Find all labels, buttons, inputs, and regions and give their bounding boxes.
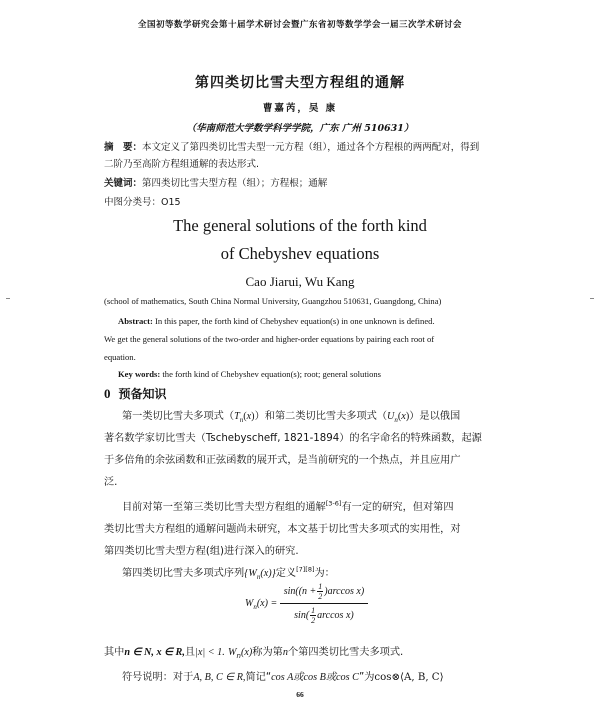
classification-number: 中图分类号：O15 [104,197,181,208]
notation-line: 符号说明：对于A, B, C ∈ R,简记“cos A或cos B或cos C”为cos⊗⟨A, B, C⟩ [122,672,444,683]
condition-line: 其中n ∈ N, x ∈ R,且|x| < 1. $W_n(x)$称为第n个第四类切比雪夫多项式. [104,647,404,661]
definition-formula: $W_n(x)$ = sin((n + $\frac{1}{2}$ )arccos x) sin( $\frac{1}{2}$ arccos x) [245,582,368,625]
citation: [7][8] [296,565,315,574]
paragraph-2-line-1: 目前对第一至第三类切比雪夫型方程组的通解[3-6]有一定的研究，但对第四 [122,499,454,513]
section-heading: 0 预备知识 [104,386,167,401]
paragraph-2-line-2: 类切比雪夫方程组的通解问题尚未研究，本文基于切比雪夫多项式的实用性，对 [104,524,461,535]
english-abstract-line-2: We get the general solutions of the two-order and higher-order equations by pairing each root of [104,334,435,344]
english-abstract-line-3: equation. [104,352,136,362]
chinese-keywords: 关键词：第四类切比雪夫型方程（组）；方程根；通解 [104,178,328,189]
chinese-title: 第四类切比雪夫型方程组的通解 [195,75,405,91]
paragraph-1-line-3: 于多倍角的余弦函数和正弦函数的展开式，是当前研究的一个热点，并且应用广 [104,455,461,466]
paragraph-1-line-2: 著名数学家切比雪夫（Tschebyscheff, 1821-1894）的名字命名的特殊函数，起源 [104,433,482,444]
chinese-affiliation: （华南师范大学数学科学学院，广东 广州 510631） [186,123,414,134]
english-abstract-line-1: Abstract: In this paper, the forth kind of Chebyshev equation(s) in one unknown is defined. [118,316,435,326]
paragraph-1-line-4: 泛. [104,477,118,488]
english-title-line-1: The general solutions of the forth kind [173,216,427,235]
english-authors: Cao Jiarui, Wu Kang [245,274,355,289]
paragraph-1-line-1: 第一类切比雪夫多项式$(T_n(x))$和第二类切比雪夫多项式$(U_n(x))$是以俄国 [122,411,461,425]
chinese-abstract-line-1: 摘 要：本文定义了第四类切比雪夫型一元方程（组），通过各个方程根的两两配对，得到 [104,142,480,153]
english-title-line-2: of Chebyshev equations [220,244,380,263]
page-number: 66 [296,690,304,699]
scan-mark [590,298,594,299]
formula-fraction: sin((n + $\frac{1}{2}$ )arccos x) sin( $\frac{1}{2}$ arccos x) [280,582,368,625]
abstract-label: 摘 要： [104,142,143,153]
english-affiliation: (school of mathematics, South China Normal University, Guangzhou 510631, Guangdong, China) [104,296,442,306]
paragraph-2-line-3: 第四类切比雪夫型方程(组)进行深入的研究. [104,546,299,557]
running-header: 全国初等数学研究会第十届学术研讨会暨广东省初等数学学会一届三次学术研讨会 [137,20,462,30]
english-keywords: Key words: the forth kind of Chebyshev equation(s); root; general solutions [118,369,382,379]
citation: [3-6] [325,499,342,508]
chinese-abstract-line-2: 二阶乃至高阶方程组通解的表达形式. [104,159,260,170]
chinese-authors: 曹嘉芮，吴 康 [262,103,338,114]
paragraph-3: 第四类切比雪夫多项式序列$\{W_n(x)\}$定义[7][8]为： [122,565,335,582]
scan-mark [6,298,10,299]
